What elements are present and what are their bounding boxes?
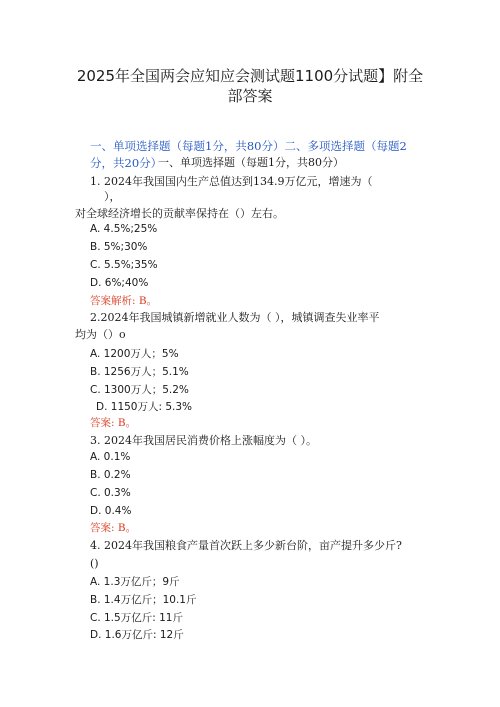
question-2-option-c: C. 1300万人；5.2% [90, 384, 189, 396]
question-2-option-a: A. 1200万人；5% [90, 348, 179, 360]
doc-title-line1: 2025年全国两会应知应会测试题1100分试题】附全 [76, 67, 424, 85]
question-3-answer: 答案: B。 [90, 522, 137, 534]
question-4-option-b: B. 1.4万亿斤；10.1斤 [90, 594, 197, 606]
doc-title-line2: 部答案 [227, 87, 273, 105]
question-3-option-c: C. 0.3% [90, 487, 131, 499]
question-1-stem-line1: 1. 2024年我国国内生产总值达到134.9万亿元，增速为（ [90, 175, 373, 188]
question-2-stem-line1: 2.2024年我国城镇新增就业人数为（ ），城镇调查失业率平 [90, 311, 380, 324]
question-2-option-d: D. 1150万人: 5.3% [96, 401, 193, 413]
question-2-answer: 答案: B。 [90, 417, 137, 429]
question-4-option-c: C. 1.5万亿斤: 11斤 [90, 612, 183, 624]
section-heading-single-choice: 一、单项选择题（每题1分，共80分） [158, 156, 344, 169]
question-2-stem-line2: 均为（）o [75, 328, 126, 341]
question-2-option-b: B. 1256万人；5.1% [90, 366, 189, 378]
question-4-stem-line1: 4. 2024年我国粮食产量首次跃上多少新台阶，亩产提升多少斤? [90, 539, 402, 552]
question-4-stem-line2: () [90, 557, 99, 570]
question-1-option-a: A. 4.5%;25% [90, 223, 158, 235]
question-3-option-a: A. 0.1% [90, 451, 131, 463]
question-3-option-d: D. 0.4% [90, 505, 132, 517]
question-4-option-a: A. 1.3万亿斤；9斤 [90, 576, 180, 588]
question-1-option-c: C. 5.5%;35% [90, 259, 158, 271]
section-heading-line1: 一、单项选择题（每题1分，共80分）二、多项选择题（每题2 [90, 139, 407, 153]
question-3-stem: 3. 2024年我国居民消费价格上涨幅度为（ ）。 [90, 434, 317, 447]
question-1-stem-line2: ）， [104, 190, 121, 203]
question-1-option-b: B. 5%;30% [90, 241, 148, 253]
question-1-answer: 答案解析: B。 [90, 295, 158, 307]
question-3-option-b: B. 0.2% [90, 469, 131, 481]
question-1-stem-line3: 对全球经济增长的贡献率保持在（）左右。 [75, 207, 284, 220]
question-4-option-d: D. 1.6万亿斤: 12斤 [90, 629, 184, 641]
question-1-option-d: D. 6%;40% [90, 277, 149, 289]
section-heading-line2: 分，共20分） [90, 156, 163, 170]
